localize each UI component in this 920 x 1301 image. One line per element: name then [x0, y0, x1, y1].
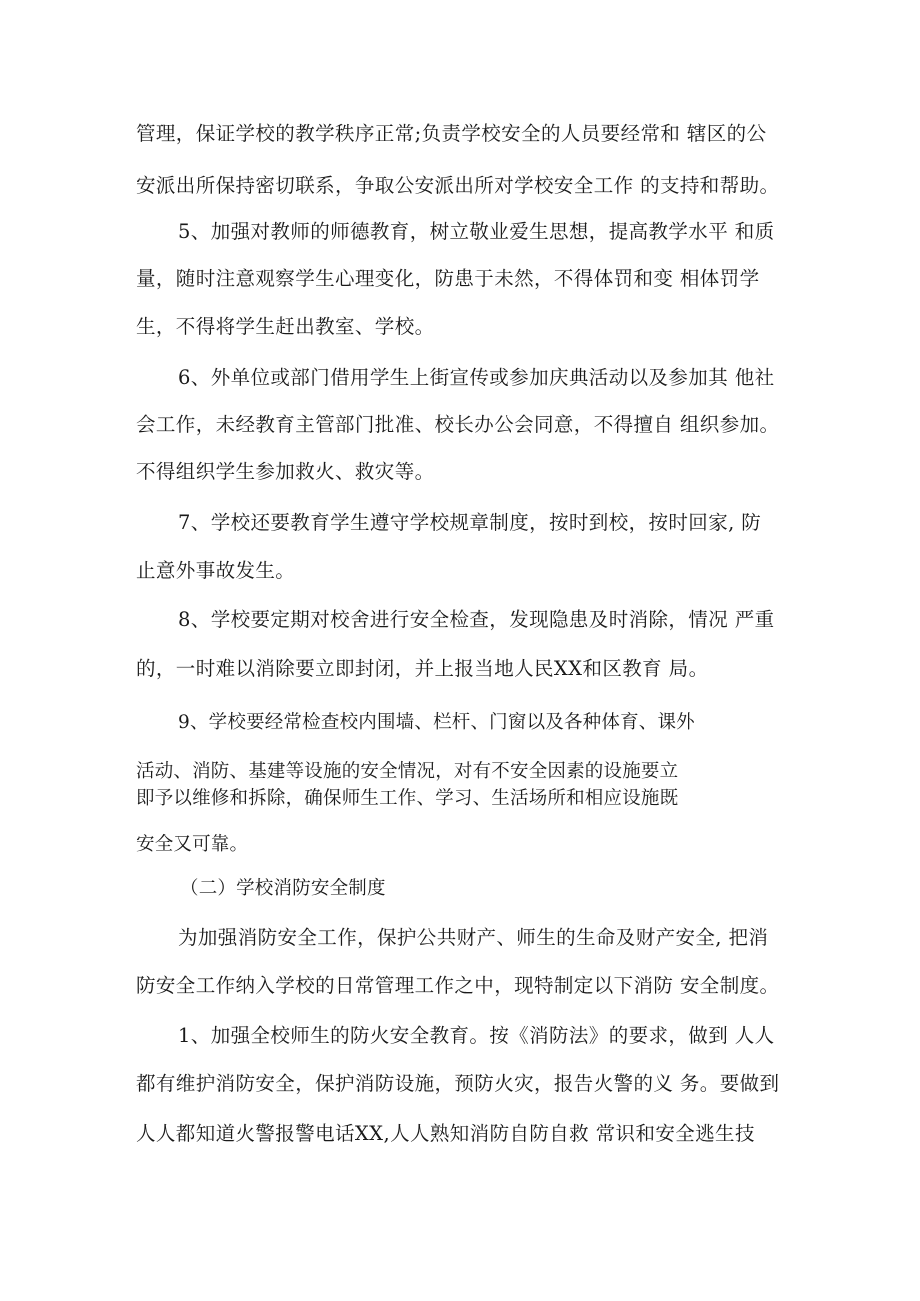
section-intro-start: 为加强消防安全工作，保护公共财产、师生的生命及财产安全, 把消 — [178, 926, 769, 949]
paragraph-8-start: 8、学校要定期对校舍进行安全检查，发现隐患及时消除，情况 严重 — [178, 608, 775, 631]
text-line: 人人都知道火警报警电话XX,人人熟知消防自防自救 常识和安全逃生技 — [136, 1122, 755, 1145]
text-line: 止意外事故发生。 — [136, 559, 296, 582]
text-line: 管理，保证学校的教学秩序正常;负责学校安全的人员要经常和 辖区的公 — [136, 122, 767, 145]
text-line: 活动、消防、基建等设施的安全情况，对有不安全因素的设施要立 — [136, 761, 679, 782]
text-line: 防安全工作纳入学校的日常管理工作之中，现特制定以下消防 安全制度。 — [136, 974, 780, 997]
text-line: 安派出所保持密切联系，争取公安派出所对学校安全工作 的支持和帮助。 — [136, 174, 780, 197]
text-line: 量，随时注意观察学生心理变化，防患于未然，不得体罚和变 相体罚学 — [136, 267, 760, 290]
text-line: 生，不得将学生赶出教室、学校。 — [136, 315, 435, 338]
text-line: 都有维护消防安全，保护消防设施，预防火灾，报告火警的义 务。要做到 — [136, 1072, 780, 1095]
text-line: 会工作，未经教育主管部门批准、校长办公会同意，不得擅自 组织参加。 — [136, 413, 780, 436]
paragraph-1-start: 1、加强全校师生的防火安全教育。按《消防法》的要求，做到 人人 — [178, 1024, 775, 1047]
text-line: 的，一时难以消除要立即封闭，并上报当地人民XX和区教育 局。 — [136, 657, 709, 680]
text-line: 安全又可靠。 — [136, 834, 249, 855]
paragraph-6-start: 6、外单位或部门借用学生上街宣传或参加庆典活动以及参加其 他社 — [178, 366, 775, 389]
paragraph-5-start: 5、加强对教师的师德教育，树立敬业爱生思想，提高教学水平 和质 — [178, 220, 775, 243]
text-line: 即予以维修和拆除，确保师生工作、学习、生活场所和相应设施既 — [136, 788, 679, 809]
paragraph-9-start: 9、学校要经常检查校内围墙、栏杆、门窗以及各种体育、课外 — [178, 712, 695, 733]
section-heading: （二）学校消防安全制度 — [180, 878, 386, 899]
paragraph-7-start: 7、学校还要教育学生遵守学校规章制度，按时到校，按时回家, 防 — [178, 511, 762, 534]
text-line: 不得组织学生参加救火、救灾等。 — [136, 460, 435, 483]
